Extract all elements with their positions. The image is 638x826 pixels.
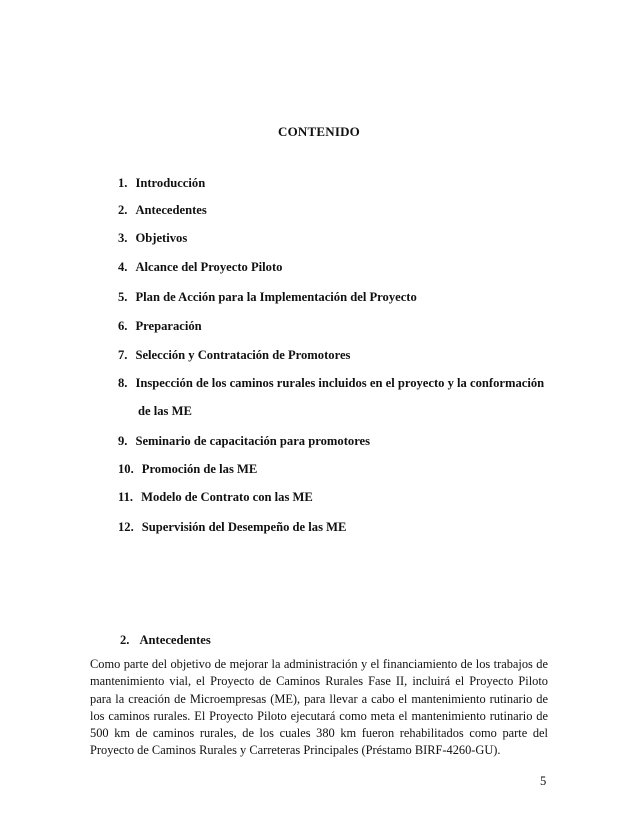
page-number: 5 (540, 774, 547, 788)
toc-item-number: 12. (118, 520, 134, 534)
toc-item (118, 260, 282, 275)
toc-item-label: Selección y Contratación de Promotores (135, 348, 351, 362)
toc-item (118, 231, 187, 246)
toc-item (118, 348, 350, 363)
toc-item-label: Modelo de Contrato con las ME (141, 490, 313, 504)
toc-item-number: 1. (118, 176, 128, 190)
toc-item-number: 4. (118, 260, 128, 274)
section-title: Antecedentes (139, 633, 211, 647)
toc-item (118, 462, 257, 477)
toc-item-number: 7. (118, 348, 128, 362)
toc-item-label: Promoción de las ME (141, 462, 258, 476)
toc-item (118, 434, 370, 449)
toc-item (118, 176, 205, 191)
toc-item-number: 10. (118, 462, 134, 476)
toc-item-continuation: de las ME (138, 404, 192, 418)
section-heading (120, 633, 211, 648)
toc-item-number: 8. (118, 376, 128, 390)
toc-item-label: Inspección de los caminos rurales incluidos en el proyecto y la conformación (135, 376, 545, 390)
toc-item (118, 290, 417, 305)
toc-item (118, 376, 544, 391)
toc-item-label: Plan de Acción para la Implementación del Proyecto (135, 290, 417, 304)
toc-item-number: 2. (118, 203, 128, 217)
toc-item (118, 319, 202, 334)
section-number: 2. (120, 633, 130, 647)
toc-item-label: Objetivos (135, 231, 188, 245)
toc-item-number: 3. (118, 231, 128, 245)
toc-item-label: Preparación (135, 319, 202, 333)
toc-item (118, 490, 313, 505)
body-paragraph: Como parte del objetivo de mejorar la administración y el financiamiento de los trabajos de mantenimiento vial, el Proyecto de Caminos Rurales Fase II, incluirá el Proyecto Piloto para la creación de Microempresas (ME), para llevar a cabo el mantenimiento rutinario de los caminos rurales. El Proyecto Piloto ejecutará como meta el mantenimiento rutinario de 500 km de caminos rurales, de los cuales 380 km fueron rehabilitados como parte del Proyecto de Caminos Rurales y Carreteras Principales (Préstamo BIRF-4260-GU). (90, 657, 548, 758)
toc-item-label: Antecedentes (135, 203, 207, 217)
toc-item-label: Alcance del Proyecto Piloto (135, 260, 283, 274)
toc-item-number: 6. (118, 319, 128, 333)
page-title: CONTENIDO (278, 124, 360, 139)
toc-item (118, 203, 207, 218)
toc-item-number: 5. (118, 290, 128, 304)
toc-item-label: Supervisión del Desempeño de las ME (141, 520, 347, 534)
toc-item-label: Seminario de capacitación para promotores (135, 434, 371, 448)
toc-item-label: Introducción (135, 176, 206, 190)
toc-item-number: 9. (118, 434, 128, 448)
toc-item-number: 11. (118, 490, 134, 504)
toc-item (118, 520, 346, 535)
